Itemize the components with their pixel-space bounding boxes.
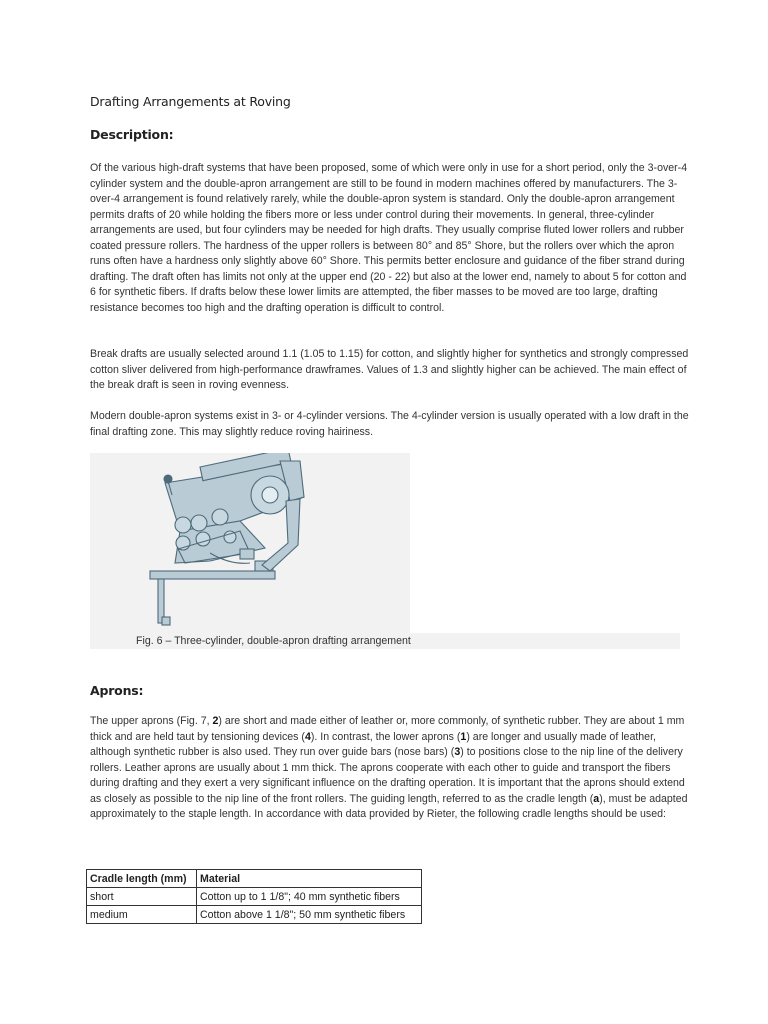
aprons-paragraph: [90, 714, 690, 823]
text-run: ) are short and made either of leather or, more commonly, of synthetic rubber. They are about 1 mm thick and are held taut by tensioning devices (: [90, 715, 685, 743]
table-cell: medium: [87, 906, 197, 924]
figure-caption: Fig. 6 – Three-cylinder, double-apron drafting arrangement: [136, 635, 411, 647]
text-run: ). In contrast, the lower aprons (: [310, 730, 461, 743]
page-title: Drafting Arrangements at Roving: [90, 94, 291, 109]
description-heading: Description:: [90, 127, 174, 142]
aprons-heading: Aprons:: [90, 683, 144, 698]
table-cell: Cotton above 1 1/8"; 50 mm synthetic fibers: [197, 906, 422, 924]
reference-number: a: [593, 792, 600, 805]
table-cell: short: [87, 888, 197, 906]
table-header-cell: Material: [197, 870, 422, 888]
text-run: ), must be adapted approximately to the staple length. In accordance with data provided by Rieter, the following cradle lengths should be used:: [90, 792, 688, 820]
table-row: [87, 888, 422, 906]
text-run: The upper aprons (Fig. 7,: [90, 715, 213, 727]
drafting-arrangement-figure: [90, 453, 410, 633]
table-row: [87, 906, 422, 924]
reference-number: 4: [304, 730, 311, 743]
reference-number: 3: [454, 746, 461, 758]
reference-number: 1: [460, 730, 467, 743]
cradle-length-table: [86, 869, 422, 924]
reference-number: 2: [212, 715, 219, 727]
text-run: ) to positions close to the nip line of the delivery rollers. Leather aprons are usually about 1 mm thick. The aprons cooperate with each other to guide and transport the fibers during drafting and they exert a very significant influence on the drafting operation. It is important that the aprons should extend as closely as possible to the nip line of the front rollers. The guiding length, referred to as the cradle length (: [90, 746, 685, 805]
drafting-arrangement-illustration: [90, 453, 410, 633]
table-header-cell: Cradle length (mm): [87, 870, 197, 888]
table-cell: Cotton up to 1 1/8"; 40 mm synthetic fibers: [197, 888, 422, 906]
description-paragraph-1: Of the various high-draft systems that have been proposed, some of which were only in use for a short period, only the 3-over-4 cylinder system and the double-apron arrangement are still to be found in modern machines offered by manufacturers. The 3-over-4 arrangement is found relatively rarely, while the double-apron system is standard. Only the double-apron arrangement permits drafts of 20 while holding the fibers more or less under control during their movements. In general, three-cylinder arrangements are used, but four cylinders may be needed for high drafts. They usually comprise fluted lower rollers and rubber coated pressure rollers. The hardness of the upper rollers is between 80° and 85° Shore, but the rollers over which the apron runs often have a hardness only slightly above 60° Shore. This permits better enclosure and guidance of the fiber strand during drafting. The draft often has limits not only at the upper end (20 - 22) but also at the lower end, namely to about 5 for cotton and 6 for synthetic fibers. If drafts below these lower limits are attempted, the fiber masses to be moved are too large, drafting resistance becomes too high and the drafting operation is difficult to control.: [90, 162, 688, 314]
description-paragraph-3: Modern double-apron systems exist in 3- or 4-cylinder versions. The 4-cylinder version is usually operated with a low draft in the final drafting zone. This may slightly reduce roving hairiness.: [90, 410, 689, 438]
text-run: ) are longer and usually made of leather, although synthetic rubber is also used. They run over guide bars (nose bars) (: [90, 730, 656, 758]
table-header-row: [87, 870, 422, 888]
description-paragraph-2: Break drafts are usually selected around 1.1 (1.05 to 1.15) for cotton, and slightly higher for synthetics and strongly compressed cotton sliver delivered from high-performance drawframes. Values of 1.3 and slightly higher can be achieved. The main effect of the break draft is seen in roving evenness.: [90, 348, 689, 391]
